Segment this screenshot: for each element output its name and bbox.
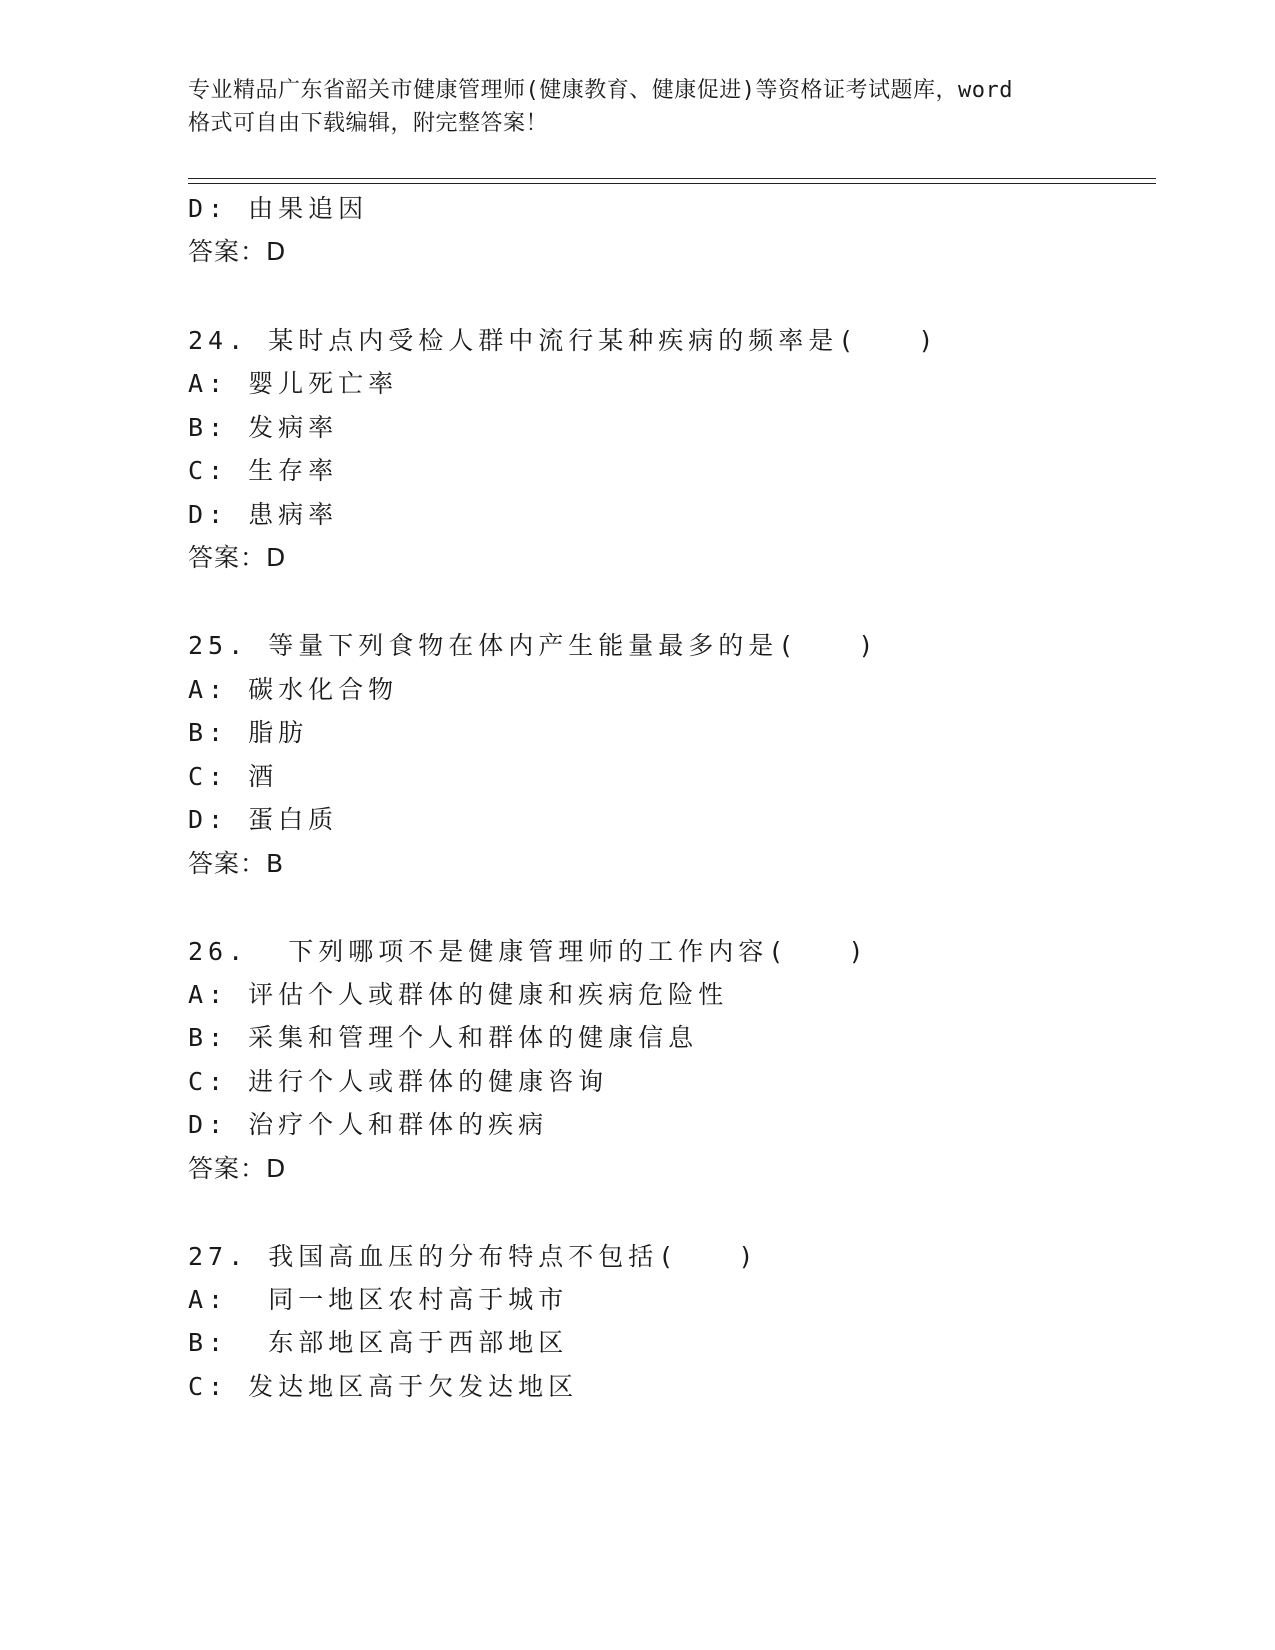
q24-option-d: D: 患病率 (188, 500, 339, 529)
q24-option-b: B: 发病率 (188, 413, 339, 442)
header-divider-bottom (188, 183, 1156, 184)
q26-option-d: D: 治疗个人和群体的疾病 (188, 1110, 549, 1139)
header-line-2: 格式可自由下载编辑，附完整答案！ (188, 111, 549, 136)
q25-option-a: A: 碳水化合物 (188, 675, 399, 704)
q23-option-d: D: 由果追因 (188, 194, 369, 223)
header-line-1: 专业精品广东省韶关市健康管理师(健康教育、健康促进)等资格证考试题库，word (188, 78, 1013, 103)
q24-option-a: A: 婴儿死亡率 (188, 369, 399, 398)
q25-answer: 答案：B (188, 849, 285, 878)
q24-question: 24. 某时点内受检人群中流行某种疾病的频率是( ) (188, 326, 939, 355)
q25-option-d: D: 蛋白质 (188, 805, 339, 834)
q27-question: 27. 我国高血压的分布特点不包括( ) (188, 1242, 759, 1271)
q26-option-c: C: 进行个人或群体的健康咨询 (188, 1067, 609, 1096)
document-header (188, 74, 1088, 140)
header-divider-top (188, 178, 1156, 179)
q26-option-a: A: 评估个人或群体的健康和疾病危险性 (188, 980, 729, 1009)
q24-answer: 答案：D (188, 543, 287, 572)
q26-question: 26. 下列哪项不是健康管理师的工作内容( ) (188, 937, 869, 966)
q26-option-b: B: 采集和管理个人和群体的健康信息 (188, 1023, 699, 1052)
q27-option-b: B: 东部地区高于西部地区 (188, 1328, 569, 1357)
q25-option-b: B: 脂肪 (188, 718, 309, 747)
q27-option-c: C: 发达地区高于欠发达地区 (188, 1372, 579, 1401)
q27-option-a: A: 同一地区农村高于城市 (188, 1285, 569, 1314)
q26-answer: 答案：D (188, 1154, 287, 1183)
q24-option-c: C: 生存率 (188, 456, 339, 485)
q25-option-c: C: 酒 (188, 762, 279, 791)
q23-answer: 答案：D (188, 237, 287, 266)
q25-question: 25. 等量下列食物在体内产生能量最多的是( ) (188, 631, 879, 660)
